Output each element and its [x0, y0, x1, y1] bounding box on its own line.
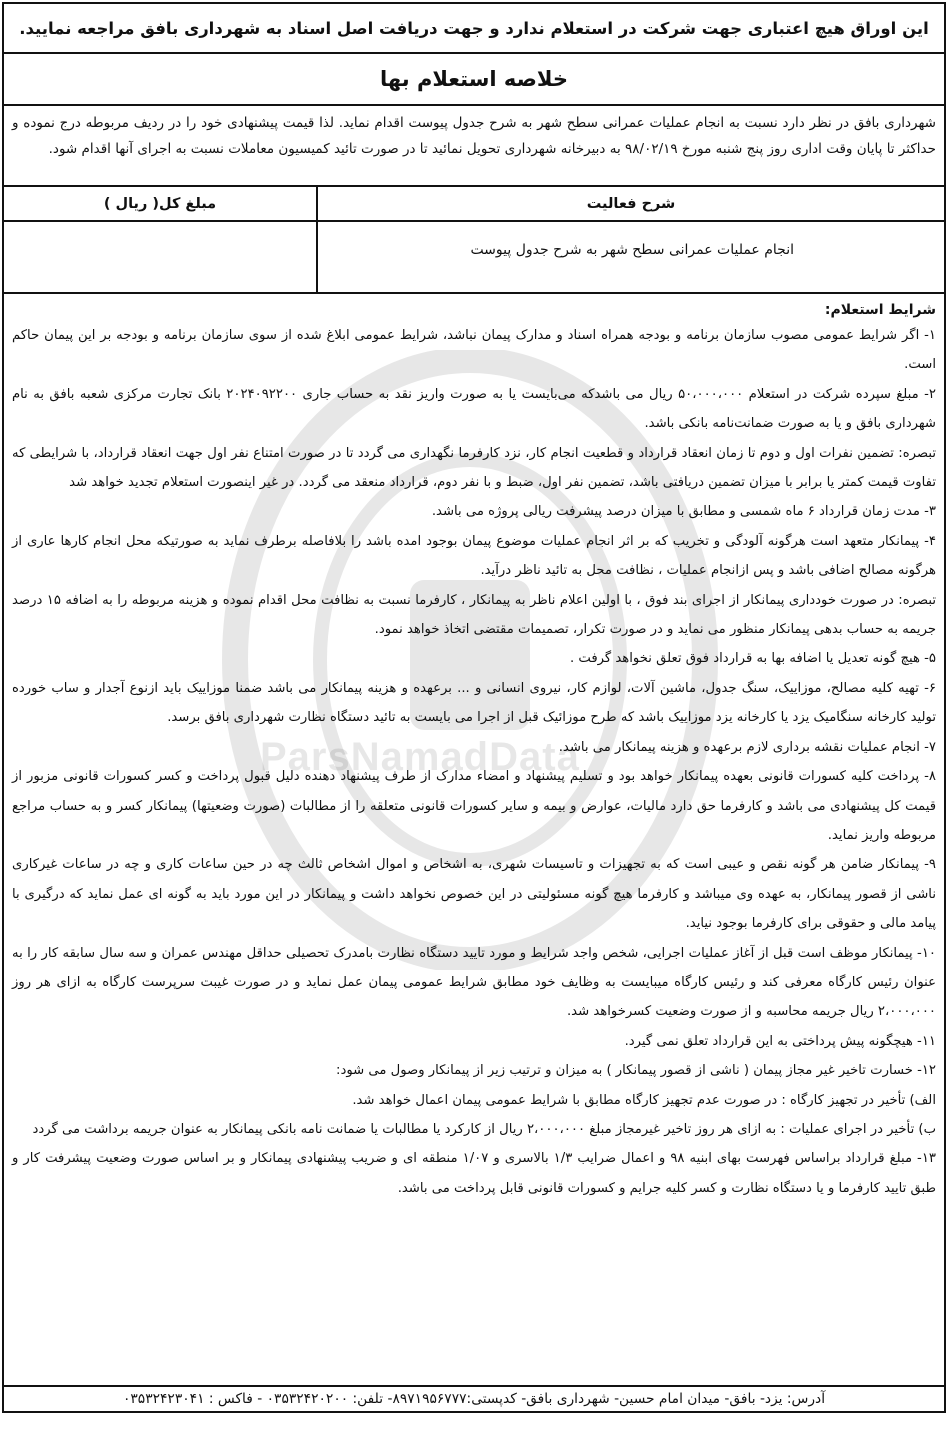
terms-item: ۹- پیمانکار ضامن هر گونه نقص و عیبی است که به تجهیزات و تاسیسات شهری، به اشخاص و اموال اشخاص ثالث چه در حین ساعات کاری و چه در ساعات غیرکاری ناشی از قصور پیمانکار، به عهده وی میباشد و کارفرما هیچ گونه مسئولیتی در این خصوص نخواهد داشت و پیمانکار در این مورد باید به گونه ای عمل نماید که درگیری با پیامد مالی و حقوقی برای کارفرما بوجود نیاید. — [12, 857, 936, 932]
terms-item: ۵- هیچ گونه تعدیل یا اضافه بها به قرارداد فوق تعلق نخواهد گرفت . — [570, 651, 936, 667]
terms-item: ۱- اگر شرایط عمومی مصوب سازمان برنامه و بودجه همراه اسناد و مدارک پیمان نباشد، شرایط عمومی ابلاغ شده از سوی سازمان برنامه و بودجه بر این پیمان حاکم است. — [12, 328, 936, 373]
terms-item: ۳- مدت زمان قرارداد ۶ ماه شمسی و مطابق با میزان درصد پیشرفت ریالی پروژه می باشد. — [431, 504, 936, 520]
terms-item: ۲- مبلغ سپرده شرکت در استعلام ۵۰،۰۰۰،۰۰۰ ریال می باشدکه می‌بایست یا به صورت واریز نقد به حساب جاری ۲۰۲۴۰۹۲۲۰۰ بانک تجارت مرکزی شعبه بافق به نام شهرداری بافق و یا به صورت ضمانت‌نامه بانکی باشد. — [12, 386, 936, 432]
terms-item: ۱۲- خسارت تاخیر غیر مجاز پیمان ( ناشی از قصور پیمانکار ) به میزان و ترتیب زیر از پیمانکار وصول می شود: — [336, 1063, 936, 1079]
terms-item: ۴- پیمانکار متعهد است هرگونه آلودگی و تخریب که بر اثر انجام عملیات موضوع پیمان بوجود امده باشد را بلافاصله برطرف نماید به صورتیکه محل انجام کارها عاری از هرگونه مصالح اضافی باشد و پس ازانجام عملیات ، نظافت محل به تائید ناظر درآید. — [12, 533, 936, 579]
activity-table-row — [4, 222, 944, 294]
disclaimer-banner: این اوراق هیچ اعتباری جهت شرکت در استعلام ندارد و جهت دریافت اصل اسناد به شهرداری بافق مراجعه نمایید. — [4, 4, 944, 54]
terms-item: ۱۱- هیچگونه پیش پرداختی به این قرارداد تعلق نمی گیرد. — [624, 1033, 936, 1049]
terms-item: ۸- پرداخت کلیه کسورات قانونی بعهده پیمانکار خواهد بود و تسلیم پیشنهاد و امضاء مدارک از طرف پیشنهاد دهنده دلیل قبول پرداخت و کسر کسورات قانونی مزبور از قیمت کل پیشنهادی می باشد و کارفرما حق دارد مالیات، عوارض و بیمه و سایر کسورات قانونی متعلقه را از مطالبات (صورت وضعیتها) پیمانکار کسر و به حساب مراجع مربوطه واریز نماید. — [12, 769, 936, 843]
watermark-text: ParsNamadData — [260, 735, 580, 779]
header-amount: مبلغ کل( ریال ) — [103, 195, 217, 212]
page-title: خلاصه استعلام بها — [4, 54, 944, 106]
terms-item: ۱۳- مبلغ قرارداد براساس فهرست بهای ابنیه ۹۸ و اعمال ضرایب ۱/۳ بالاسری و ۱/۰۷ منطقه ای و ضریب پیشنهادی پیمانکار و بر اساس صورت وضعیت پیشرفت کار و طبق تایید کارفرما و یا دستگاه نظارت و کسر کلیه جرایم و کسورات قانونی قابل پرداخت می باشد. — [12, 1151, 936, 1196]
terms-item: ب) تأخیر در اجرای عملیات : به ازای هر روز تاخیر غیرمجاز مبلغ ۲،۰۰۰،۰۰۰ ریال از کارکرد یا مطالبات یا ضمانت نامه بانکی پیمانکار به عنوان جریمه برداشت می گردد — [32, 1121, 936, 1137]
row-amount — [4, 222, 316, 292]
terms-section — [4, 295, 944, 1387]
terms-item: ۶- تهیه کلیه مصالح، موزاییک، سنگ جدول، ماشین آلات، لوازم کار، نیروی انسانی و ... برعهده و هزینه پیمانکار می باشد ضمنا موزاییک باید ازنوع آجدار و ساب خورده تولید کارخانه سنگامیک یزد یا کارخانه یزد موزاییک باشد که طرح موزائیک قبل از اجرا می بایست به تائید دستگاه نظارت شهرداری بافق برسد. — [12, 680, 936, 726]
terms-item: تبصره: در صورت خودداری پیمانکار از اجرای بند فوق ، با اولین اعلام ناظر به پیمانکار ، کارفرما نسبت به نظافت محل اقدام نموده و هزینه مربوطه را به اضافه ۱۵ درصد جریمه به حساب بدهی پیمانکار منظور می نماید و در صورت تکرار، تصمیمات مقتضی اتخاذ خواهد نمود. — [12, 592, 936, 638]
footer-contact: آدرس: یزد- بافق- میدان امام حسین- شهرداری بافق- کدپستی:۸۹۷۱۹۵۶۷۷۷- تلفن: ۰۳۵۳۲۴۲۰۲۰۰ - فاکس : ۰۳۵۳۲۴۲۳۰۴۱ — [122, 1391, 826, 1407]
terms-item: ۷- انجام عملیات نقشه برداری لازم برعهده و هزینه پیمانکار می باشد. — [558, 739, 936, 755]
terms-heading: شرایط استعلام: — [824, 302, 936, 318]
row-description: انجام عملیات عمرانی سطح شهر به شرح جدول پیوست — [316, 222, 944, 292]
terms-item: الف) تأخیر در تجهیز کارگاه : در صورت عدم تجهیز کارگاه مطابق با شرایط عمومی پیمان اعمال خواهد شد. — [352, 1092, 936, 1108]
header-description: شرح فعالیت — [316, 187, 944, 220]
activity-table-header — [4, 187, 944, 222]
terms-item: تبصره: تضمین نفرات اول و دوم تا زمان انعقاد قرارداد و قطعیت انجام کار، نزد کارفرما نگهداری می گردد تا در صورت امتناع نفر اول جهت انعقاد قرارداد، با شرایطی که تفاوت قیمت کمتر یا برابر با میزان تضمین دریافتی باشد، تضمین نفر اول، ضبط و با نفر دوم، قرارداد منعقد می گردد. در غیر اینصورت استعلام تجدید خواهد شد — [12, 445, 936, 491]
intro-paragraph: شهرداری بافق در نظر دارد نسبت به انجام عملیات عمرانی سطح شهر به شرح جدول پیوست اقدام نماید. لذا قیمت پیشنهادی خود را در ردیف مربوطه درج نموده و حداکثر تا پایان وقت اداری روز پنج شنبه مورخ ۹۸/۰۲/۱۹ به دبیرخانه شهرداری تحویل نمائید تا در صورت تائید کمیسیون معاملات نسبت به اجرای آنها اقدام شود. — [4, 106, 944, 187]
terms-item: ۱۰- پیمانکار موظف است قبل از آغاز عملیات اجرایی، شخص واجد شرایط و مورد تایید دستگاه نظارت بامدرک تحصیلی حداقل مهندس عمران و سه سال سابقه کار را به عنوان رئیس کارگاه معرفی کند و رئیس کارگاه میبایست به وظایف خود مطابق شرایط عمومی پیمان عمل نماید و در صورت غیبت سرپرست کارگاه به ازای هر روز ۲،۰۰۰،۰۰۰ ریال جریمه محاسبه و از صورت وضعیت کسرخواهد شد. — [12, 945, 936, 1020]
document-frame — [2, 2, 946, 1413]
